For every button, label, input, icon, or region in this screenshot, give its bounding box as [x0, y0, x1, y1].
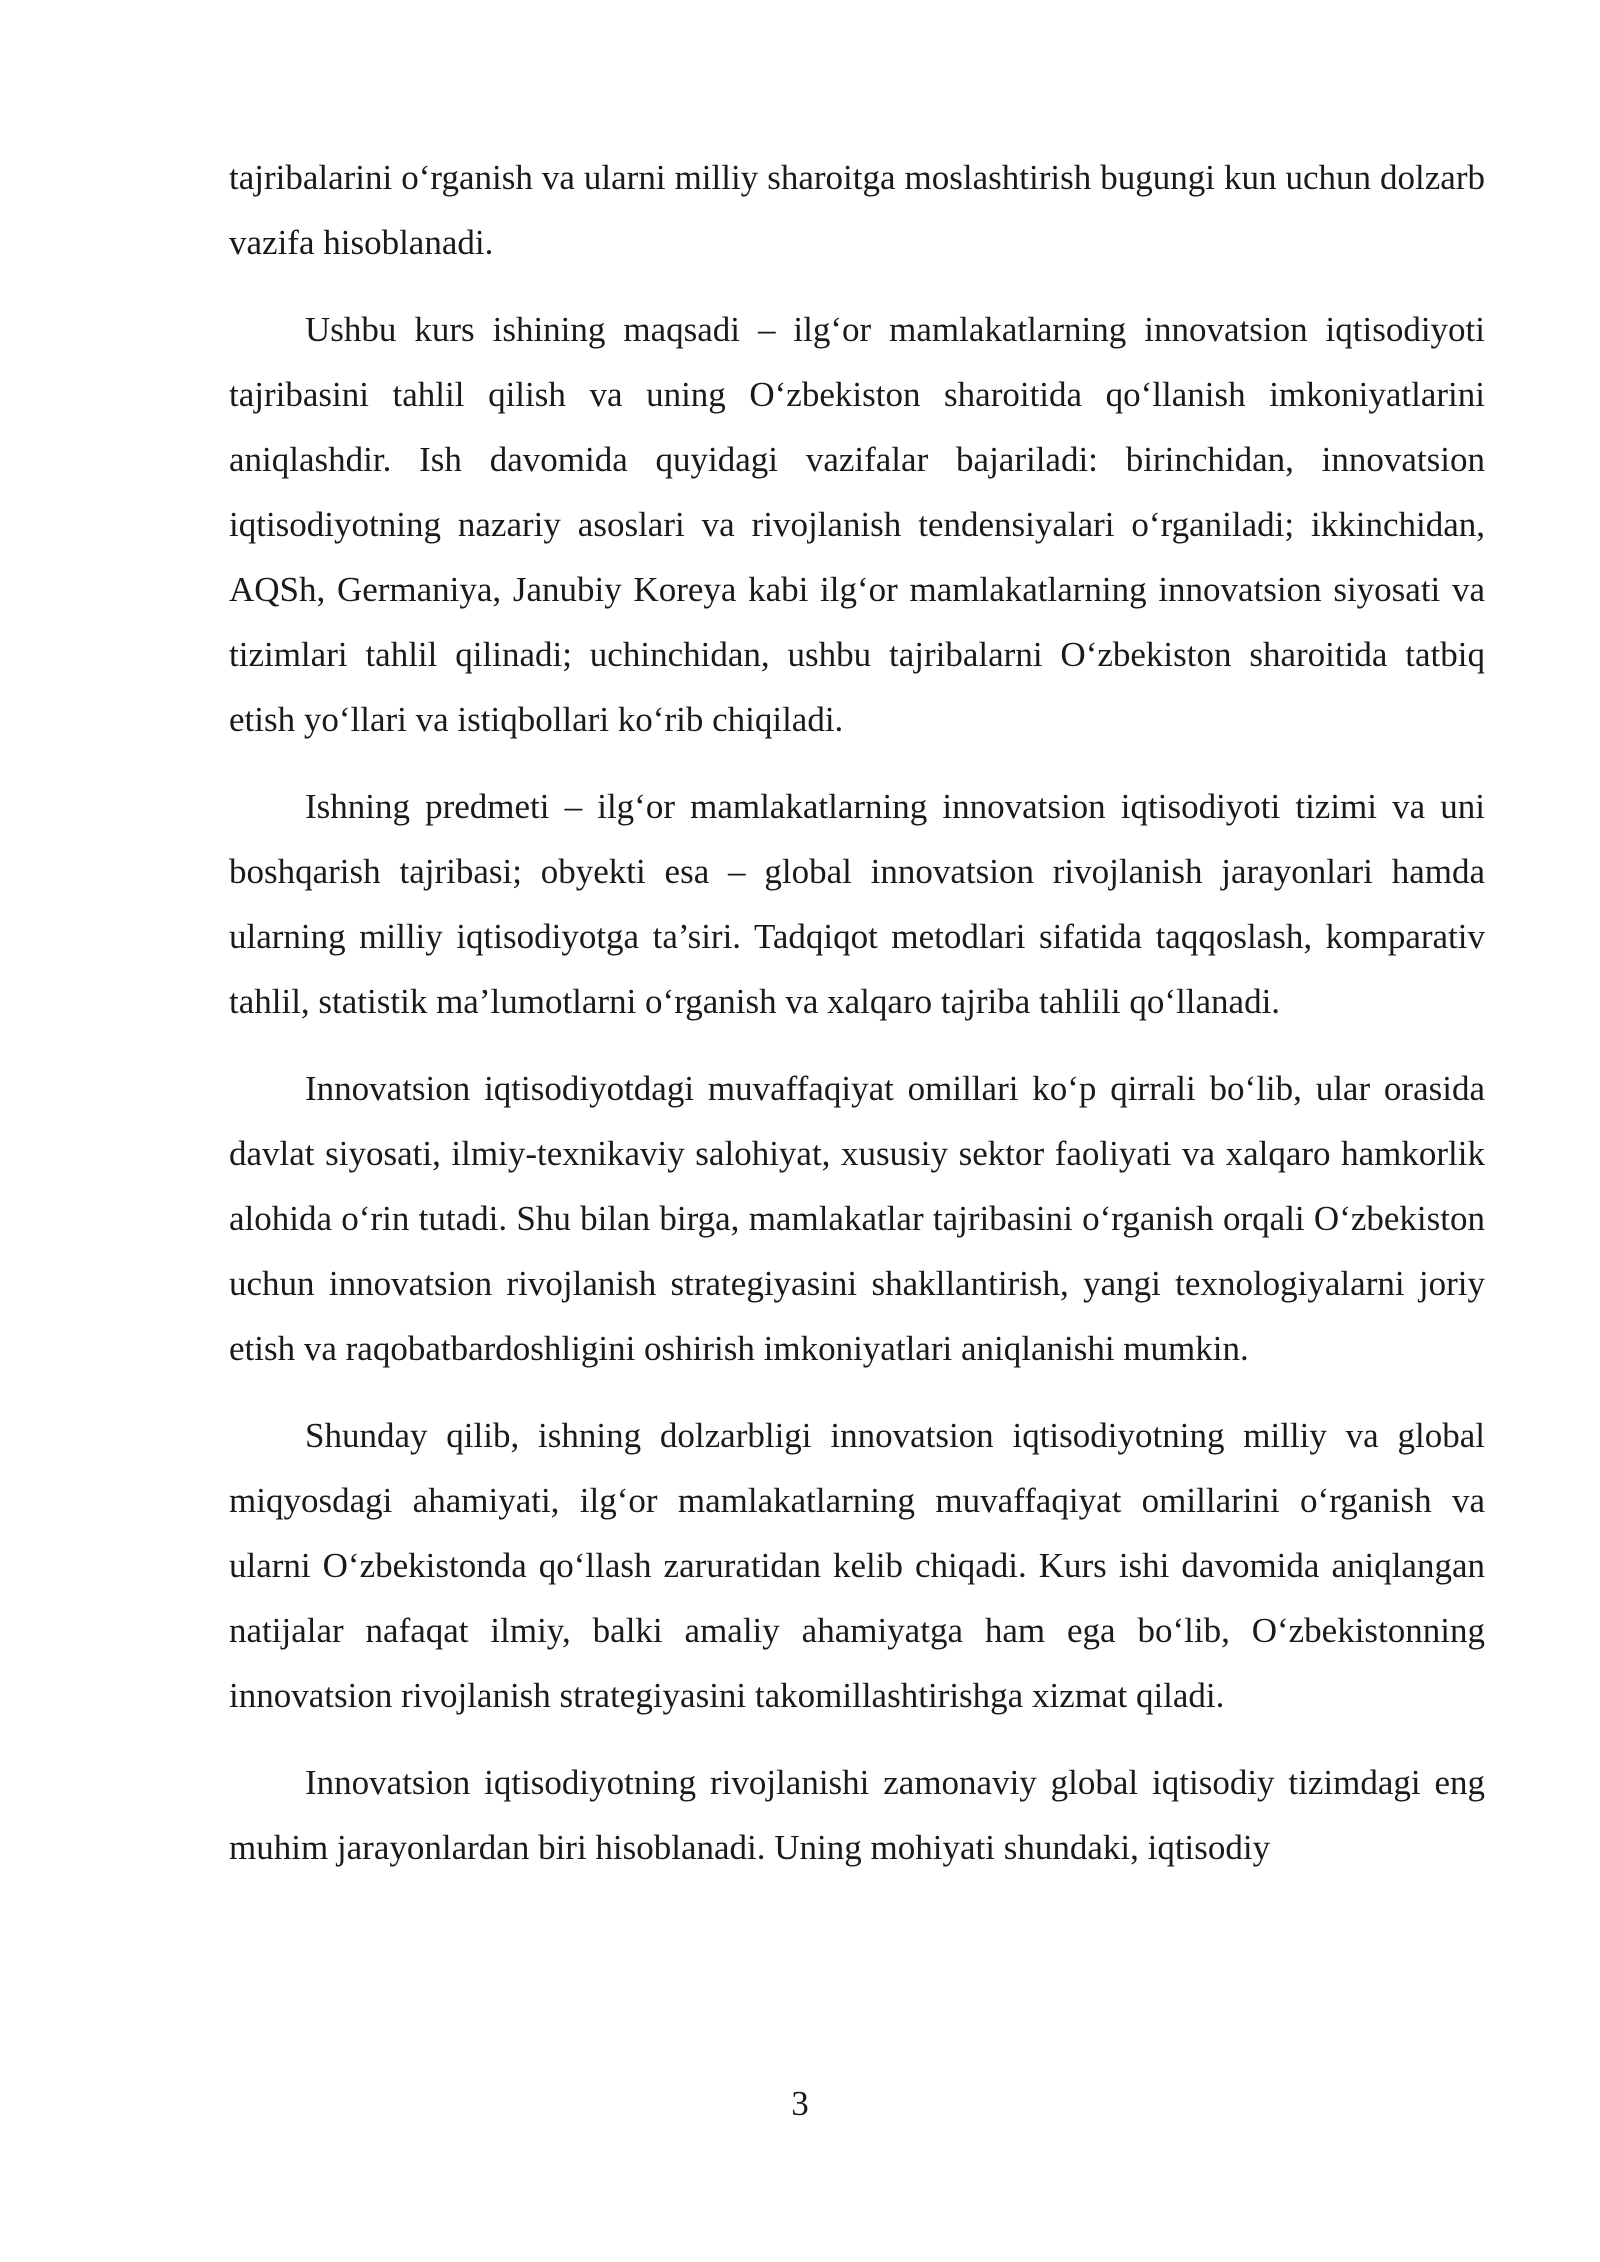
document-body — [229, 145, 1485, 1902]
paragraph-subject-object: Ishning predmeti – ilg‘or mamlakatlarning innovatsion iqtisodiyoti tizimi va uni boshqarish tajribasi; obyekti esa – global innovatsion rivojlanish jarayonlari hamda ularning milliy iqtisodiyotga ta’siri. Tadqiqot metodlari sifatida taqqoslash, komparativ tahlil, statistik ma’lumotlarni o‘rganish va xalqaro tajriba tahlili qo‘llanadi. — [229, 787, 1485, 1021]
paragraph-success-factors: Innovatsion iqtisodiyotdagi muvaffaqiyat omillari ko‘p qirrali bo‘lib, ular orasida davlat siyosati, ilmiy-texnikaviy salohiyat, xususiy sektor faoliyati va xalqaro hamkorlik alohida o‘rin tutadi. Shu bilan birga, mamlakatlar tajribasini o‘rganish orqali O‘zbekiston uchun innovatsion rivojlanish strategiyasini shakllantirish, yangi texnologiyalarni joriy etish va raqobatbardoshligini oshirish imkoniyatlari aniqlanishi mumkin. — [229, 1069, 1485, 1368]
paragraph-continuation: tajribalarini o‘rganish va ularni milliy sharoitga moslashtirish bugungi kun uchun dolzarb vazifa hisoblanadi. — [229, 158, 1485, 262]
page-number: 3 — [791, 2084, 809, 2123]
paragraph-purpose: Ushbu kurs ishining maqsadi – ilg‘or mamlakatlarning innovatsion iqtisodiyoti tajribasini tahlil qilish va uning O‘zbekiston sharoitida qo‘llanish imkoniyatlarini aniqlashdir. Ish davomida quyidagi vazifalar bajariladi: birinchidan, innovatsion iqtisodiyotning nazariy asoslari va rivojlanish tendensiyalari o‘rganiladi; ikkinchidan, AQSh, Germaniya, Janubiy Koreya kabi ilg‘or mamlakatlarning innovatsion siyosati va tizimlari tahlil qilinadi; uchinchidan, ushbu tajribalarni O‘zbekiston sharoitida tatbiq etish yo‘llari va istiqbollari ko‘rib chiqiladi. — [229, 310, 1485, 739]
paragraph-relevance: Shunday qilib, ishning dolzarbligi innovatsion iqtisodiyotning milliy va global miqyosdagi ahamiyati, ilg‘or mamlakatlarning muvaffaqiyat omillarini o‘rganish va ularni O‘zbekistonda qo‘llash zaruratidan kelib chiqadi. Kurs ishi davomida aniqlangan natijalar nafaqat ilmiy, balki amaliy ahamiyatga ham ega bo‘lib, O‘zbekistonning innovatsion rivojlanish strategiyasini takomillashtirishga xizmat qiladi. — [229, 1416, 1485, 1715]
paragraph-development: Innovatsion iqtisodiyotning rivojlanishi zamonaviy global iqtisodiy tizimdagi eng muhim jarayonlardan biri hisoblanadi. Uning mohiyati shundaki, iqtisodiy — [229, 1763, 1485, 1867]
